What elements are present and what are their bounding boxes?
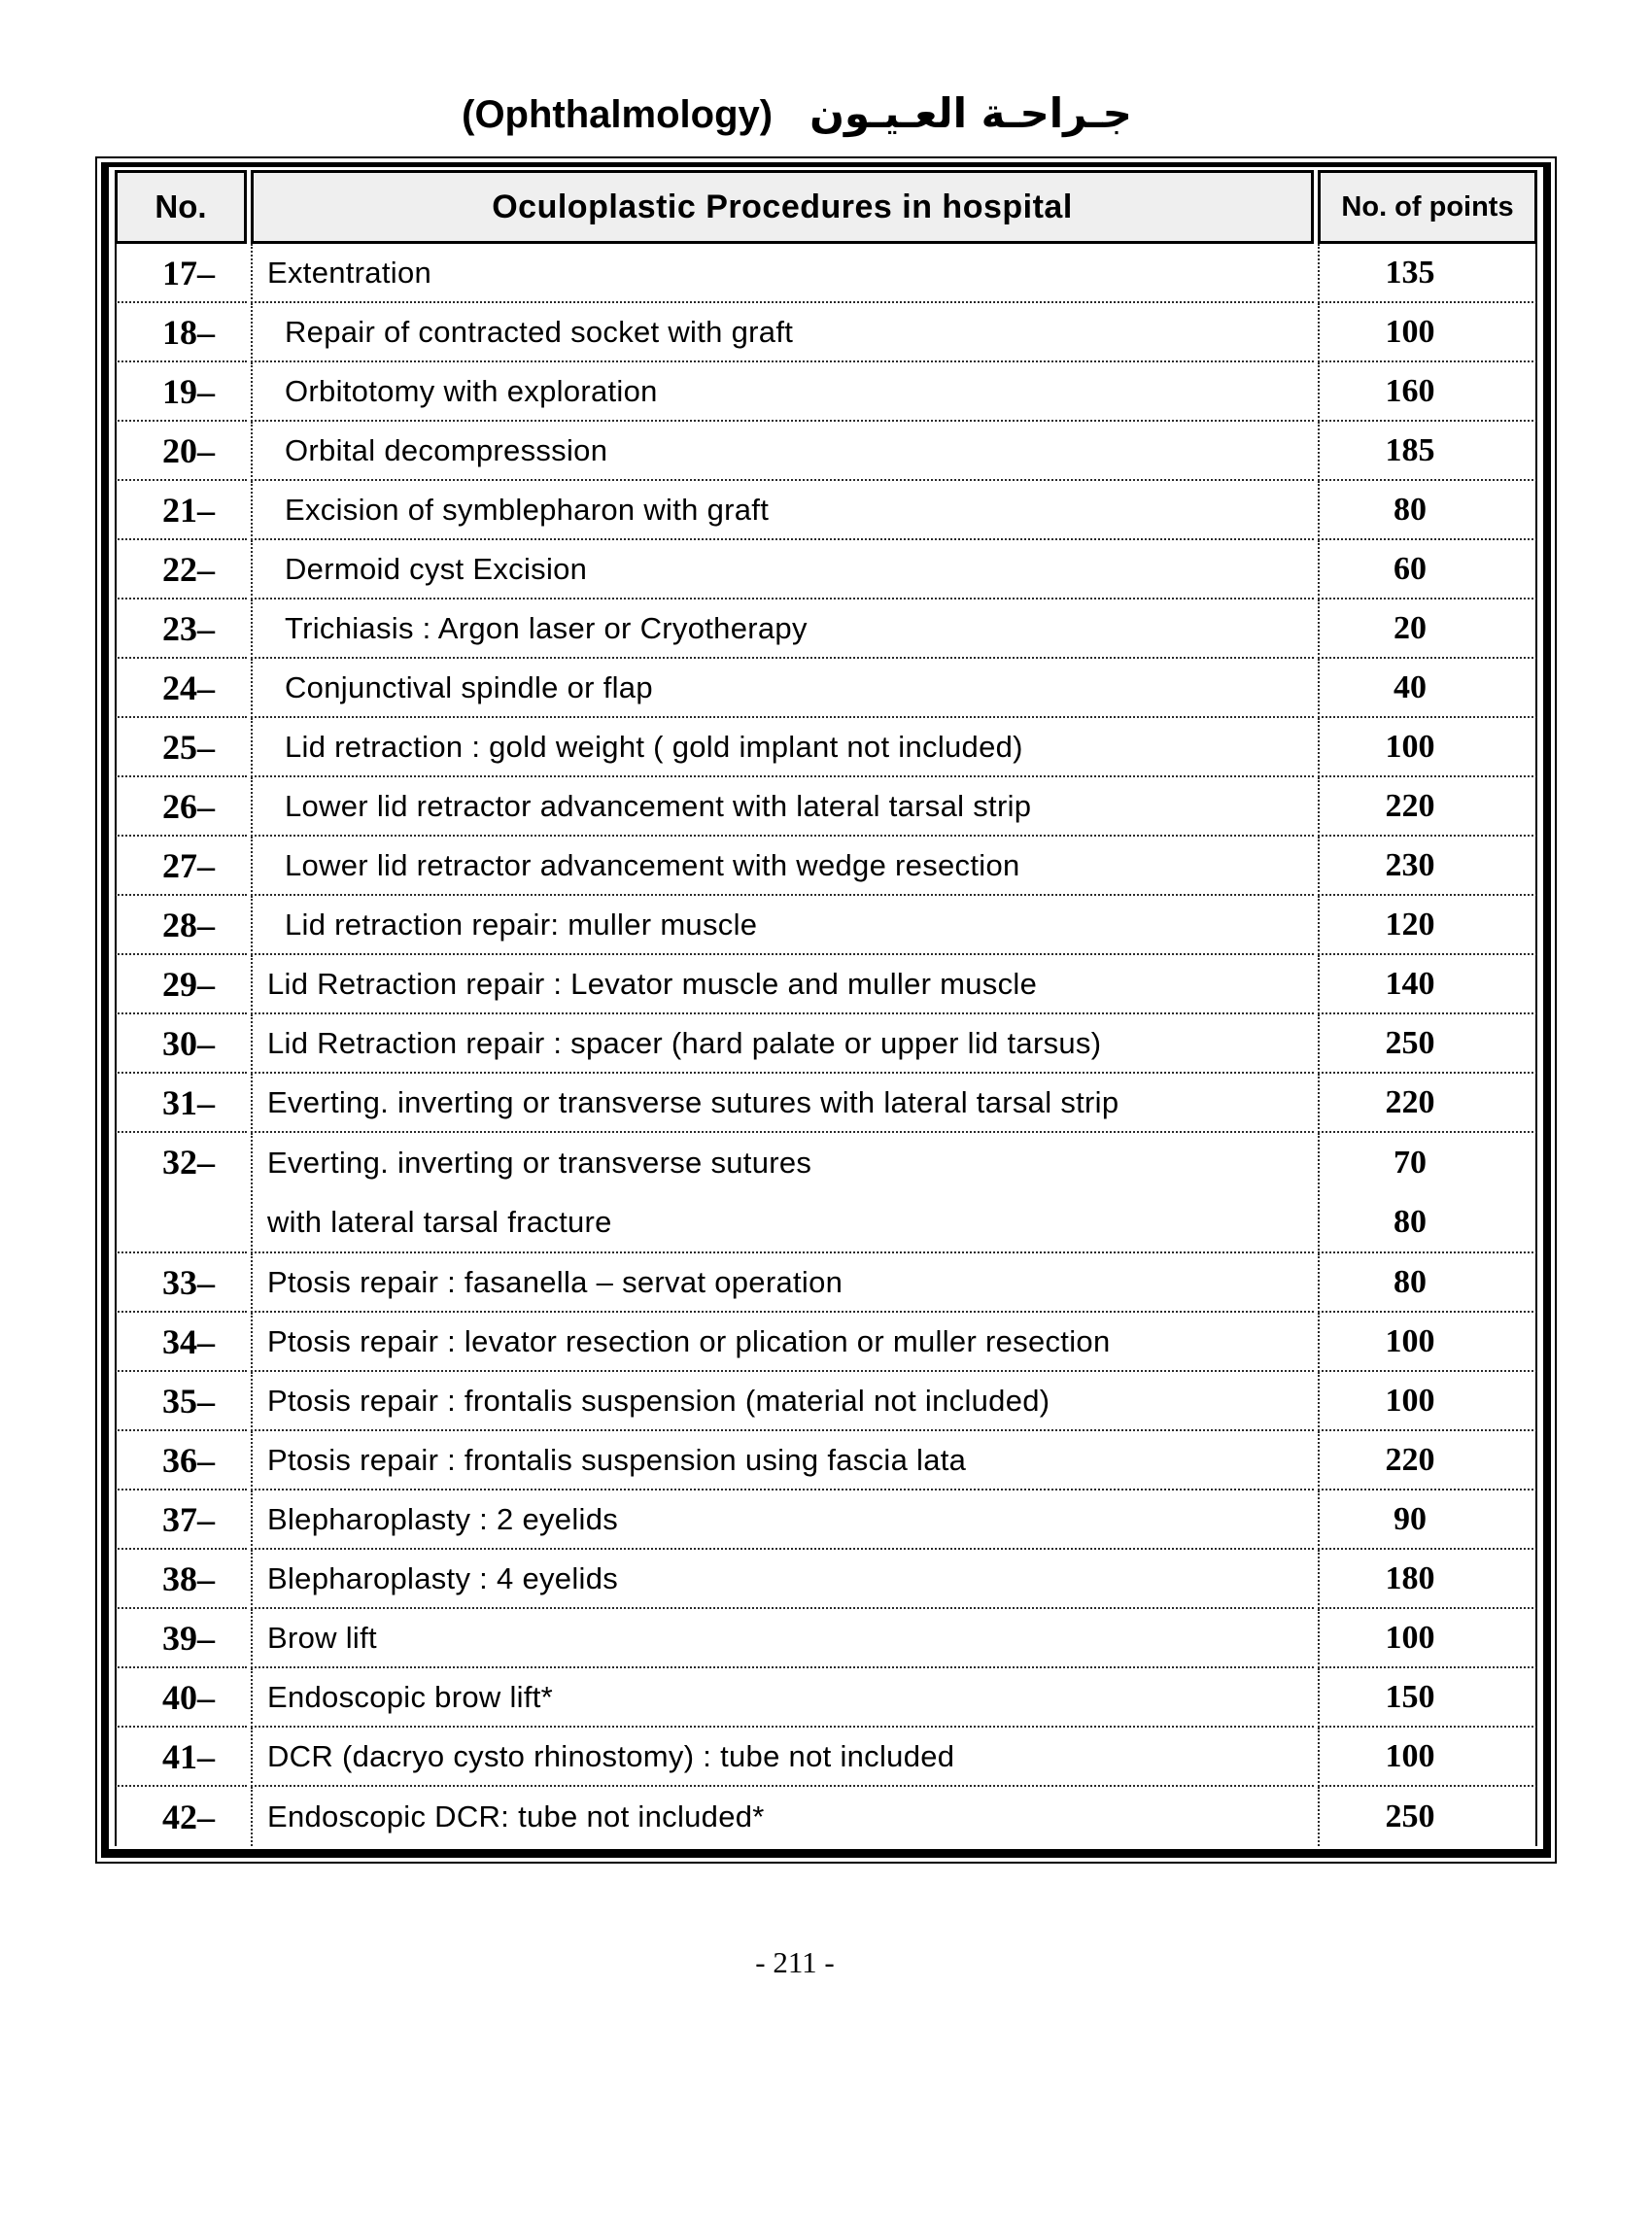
procedure-cell: Brow lift xyxy=(251,1609,1314,1668)
row-number-cell: 39– xyxy=(115,1609,247,1668)
procedure-cell: Conjunctival spindle or flap xyxy=(251,659,1314,718)
table-row xyxy=(115,1253,1537,1313)
row-number-cell: 40– xyxy=(115,1668,247,1728)
table-row xyxy=(115,955,1537,1014)
table-header xyxy=(115,170,1537,244)
table-row xyxy=(115,777,1537,837)
table-row xyxy=(115,303,1537,362)
row-number-cell: 18– xyxy=(115,303,247,362)
table-body xyxy=(115,244,1537,1846)
row-number-cell: 17– xyxy=(115,244,247,303)
points-cell: 150 xyxy=(1318,1668,1537,1728)
title-arabic: جـراحـة العـيـون xyxy=(809,89,1132,137)
table-row xyxy=(115,1668,1537,1728)
table-row xyxy=(115,1490,1537,1550)
procedure-cell: Extentration xyxy=(251,244,1314,303)
row-number-cell: 35– xyxy=(115,1372,247,1431)
procedure-cell xyxy=(251,1133,1314,1253)
row-number-cell: 21– xyxy=(115,481,247,540)
row-number-cell xyxy=(115,1133,247,1253)
points-cell: 100 xyxy=(1318,718,1537,777)
procedure-cell: Repair of contracted socket with graft xyxy=(251,303,1314,362)
procedure-cell: Ptosis repair : frontalis suspension using fascia lata xyxy=(251,1431,1314,1490)
procedure-cell: Endoscopic brow lift* xyxy=(251,1668,1314,1728)
page-number: - 211 - xyxy=(755,1945,835,1979)
points-cell xyxy=(1318,1133,1537,1253)
table-row xyxy=(115,362,1537,422)
row-number-cell: 26– xyxy=(115,777,247,837)
row-number-cell: 38– xyxy=(115,1550,247,1609)
table-row xyxy=(115,1014,1537,1074)
procedure-cell: Lower lid retractor advancement with lateral tarsal strip xyxy=(251,777,1314,837)
points-cell: 100 xyxy=(1318,1372,1537,1431)
row-number-cell: 37– xyxy=(115,1490,247,1550)
table-row xyxy=(115,1787,1537,1846)
row-number-cell: 31– xyxy=(115,1074,247,1133)
procedure-cell: Blepharoplasty : 4 eyelids xyxy=(251,1550,1314,1609)
table-row xyxy=(115,1133,1537,1253)
row-number-cell: 42– xyxy=(115,1787,247,1846)
points-cell: 230 xyxy=(1318,837,1537,896)
table-row xyxy=(115,481,1537,540)
procedure-line-1: Everting. inverting or transverse sutures xyxy=(267,1146,812,1180)
points-cell: 100 xyxy=(1318,303,1537,362)
table-row xyxy=(115,244,1537,303)
table-row xyxy=(115,718,1537,777)
row-number-cell: 34– xyxy=(115,1313,247,1372)
points-value-1: 70 xyxy=(1394,1145,1427,1181)
procedure-cell: Blepharoplasty : 2 eyelids xyxy=(251,1490,1314,1550)
procedure-cell: Dermoid cyst Excision xyxy=(251,540,1314,600)
table-row xyxy=(115,422,1537,481)
table-row xyxy=(115,540,1537,600)
points-cell: 100 xyxy=(1318,1609,1537,1668)
procedure-cell: Orbital decompresssion xyxy=(251,422,1314,481)
table-row xyxy=(115,1550,1537,1609)
table-row xyxy=(115,896,1537,955)
points-cell: 100 xyxy=(1318,1728,1537,1787)
table-row xyxy=(115,1074,1537,1133)
procedure-cell: Lower lid retractor advancement with wedge resection xyxy=(251,837,1314,896)
column-header-no: No. xyxy=(115,170,247,244)
table-row xyxy=(115,1431,1537,1490)
page-title xyxy=(0,89,1623,137)
procedures-table xyxy=(111,170,1541,1846)
points-cell: 135 xyxy=(1318,244,1537,303)
row-number-cell: 22– xyxy=(115,540,247,600)
table-row xyxy=(115,1372,1537,1431)
column-header-points: No. of points xyxy=(1318,170,1537,244)
row-number-cell: 19– xyxy=(115,362,247,422)
table-row xyxy=(115,1313,1537,1372)
points-cell: 250 xyxy=(1318,1787,1537,1846)
points-cell: 140 xyxy=(1318,955,1537,1014)
title-english: (Ophthalmology) xyxy=(462,93,774,136)
procedure-cell: Ptosis repair : frontalis suspension (material not included) xyxy=(251,1372,1314,1431)
procedure-cell: Excision of symblepharon with graft xyxy=(251,481,1314,540)
row-number-cell: 30– xyxy=(115,1014,247,1074)
points-cell: 40 xyxy=(1318,659,1537,718)
row-number-cell: 25– xyxy=(115,718,247,777)
points-cell: 100 xyxy=(1318,1313,1537,1372)
procedure-cell: Ptosis repair : levator resection or plication or muller resection xyxy=(251,1313,1314,1372)
procedure-cell: Ptosis repair : fasanella – servat operation xyxy=(251,1253,1314,1313)
row-number-cell: 28– xyxy=(115,896,247,955)
column-header-procedure: Oculoplastic Procedures in hospital xyxy=(251,170,1314,244)
row-number-cell: 33– xyxy=(115,1253,247,1313)
points-cell: 90 xyxy=(1318,1490,1537,1550)
table-row xyxy=(115,837,1537,896)
row-number-cell: 29– xyxy=(115,955,247,1014)
procedure-cell: Everting. inverting or transverse sutures with lateral tarsal strip xyxy=(251,1074,1314,1133)
points-value-2: 80 xyxy=(1394,1204,1427,1240)
points-cell: 220 xyxy=(1318,1431,1537,1490)
points-cell: 220 xyxy=(1318,777,1537,837)
row-number-cell: 20– xyxy=(115,422,247,481)
row-number-cell: 27– xyxy=(115,837,247,896)
points-cell: 20 xyxy=(1318,600,1537,659)
row-number-cell: 23– xyxy=(115,600,247,659)
points-cell: 160 xyxy=(1318,362,1537,422)
points-cell: 185 xyxy=(1318,422,1537,481)
header-row xyxy=(115,170,1537,244)
procedures-table-frame xyxy=(95,156,1557,1864)
points-cell: 180 xyxy=(1318,1550,1537,1609)
row-number-cell: 24– xyxy=(115,659,247,718)
points-cell: 250 xyxy=(1318,1014,1537,1074)
document-page xyxy=(0,89,1652,2227)
points-cell: 80 xyxy=(1318,481,1537,540)
table-row xyxy=(115,1609,1537,1668)
procedures-table-inner-frame xyxy=(101,162,1551,1858)
row-number-cell: 36– xyxy=(115,1431,247,1490)
row-number-cell: 41– xyxy=(115,1728,247,1787)
table-row xyxy=(115,600,1537,659)
table-row xyxy=(115,1728,1537,1787)
points-cell: 60 xyxy=(1318,540,1537,600)
procedure-cell: Trichiasis : Argon laser or Cryotherapy xyxy=(251,600,1314,659)
table-row xyxy=(115,659,1537,718)
procedure-cell: Lid retraction : gold weight ( gold implant not included) xyxy=(251,718,1314,777)
procedure-cell: Endoscopic DCR: tube not included* xyxy=(251,1787,1314,1846)
procedure-cell: Lid Retraction repair : Levator muscle and muller muscle xyxy=(251,955,1314,1014)
row-number: 32– xyxy=(162,1143,215,1182)
procedure-cell: Orbitotomy with exploration xyxy=(251,362,1314,422)
procedure-cell: Lid Retraction repair : spacer (hard palate or upper lid tarsus) xyxy=(251,1014,1314,1074)
procedure-line-2: with lateral tarsal fracture xyxy=(267,1205,612,1239)
points-cell: 80 xyxy=(1318,1253,1537,1313)
points-cell: 120 xyxy=(1318,896,1537,955)
points-cell: 220 xyxy=(1318,1074,1537,1133)
procedure-cell: Lid retraction repair: muller muscle xyxy=(251,896,1314,955)
procedure-cell: DCR (dacryo cysto rhinostomy) : tube not included xyxy=(251,1728,1314,1787)
